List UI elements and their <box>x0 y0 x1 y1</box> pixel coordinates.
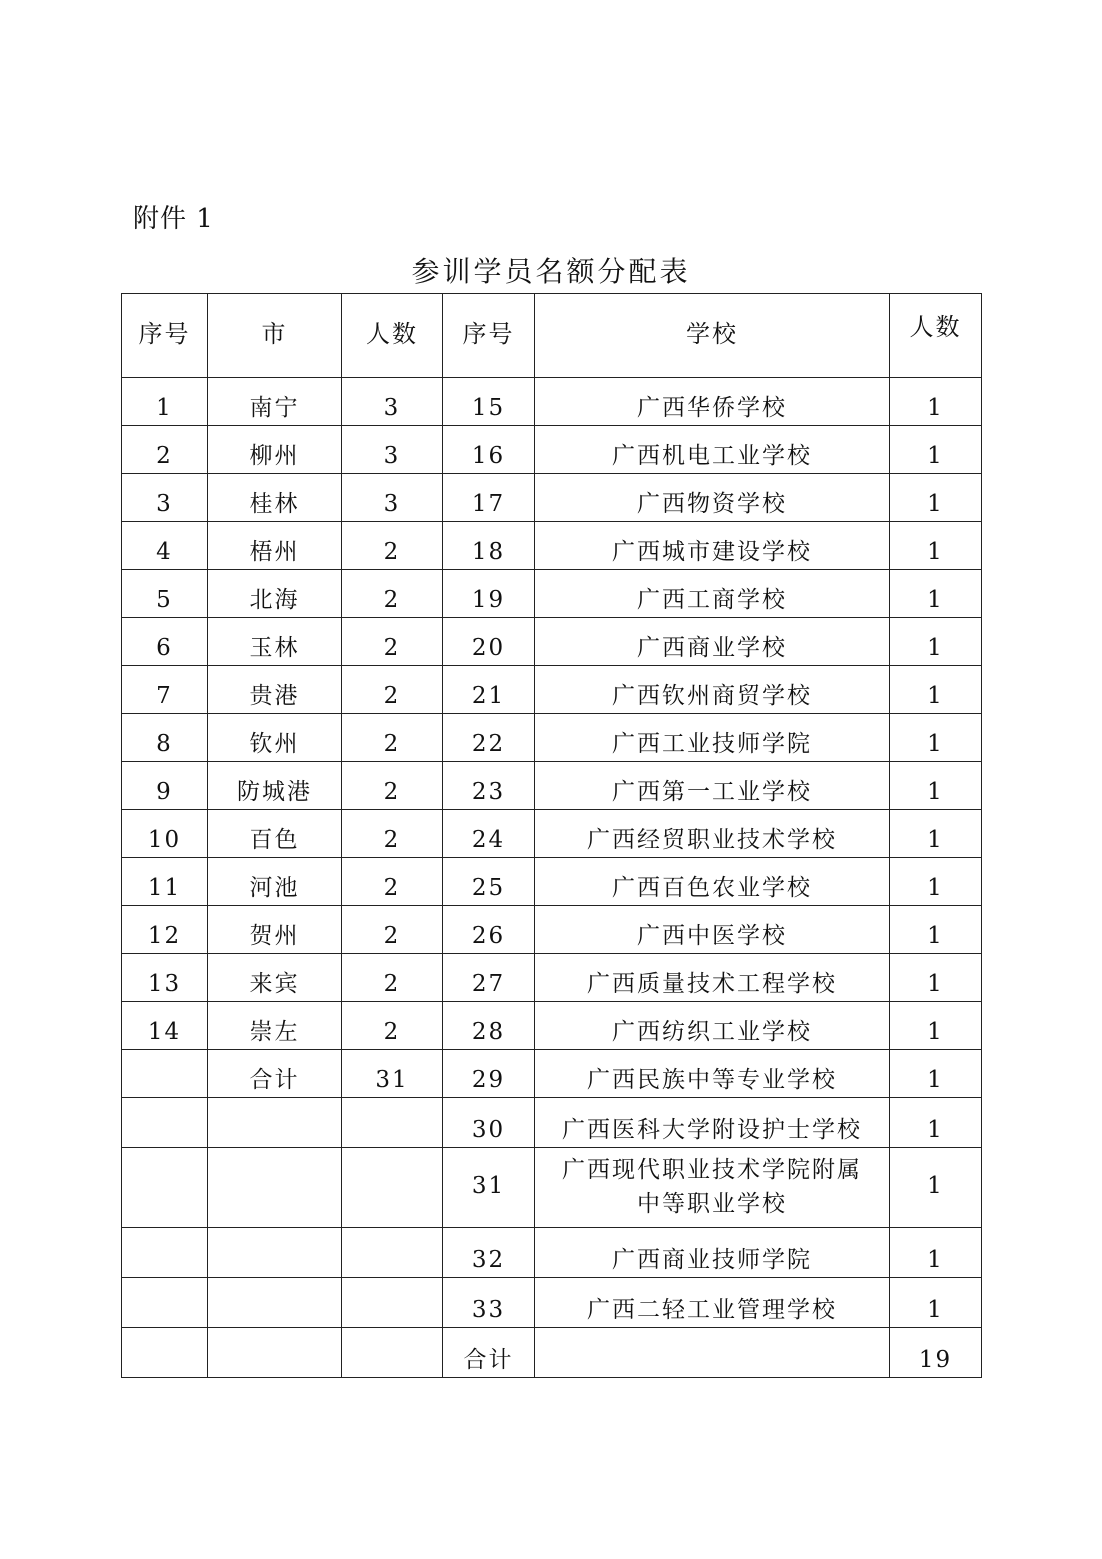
table-row <box>122 1050 982 1098</box>
empty-cell <box>535 1328 890 1378</box>
school-cell: 广西城市建设学校 <box>535 522 890 570</box>
school-seq-cell: 19 <box>443 570 535 618</box>
table-row <box>122 1278 982 1328</box>
city-cell <box>208 1148 342 1228</box>
header-seq-school: 序号 <box>443 294 535 378</box>
table-row <box>122 426 982 474</box>
city-seq-cell <box>122 1228 208 1278</box>
city-seq-cell <box>122 1098 208 1148</box>
table-row <box>122 810 982 858</box>
city-count-cell: 2 <box>342 666 443 714</box>
city-count-cell <box>342 1278 443 1328</box>
school-cell: 广西医科大学附设护士学校 <box>535 1098 890 1148</box>
city-seq-cell: 4 <box>122 522 208 570</box>
table-row <box>122 570 982 618</box>
table-row <box>122 474 982 522</box>
city-cell <box>208 1228 342 1278</box>
total-row <box>122 1328 982 1378</box>
city-cell: 南宁 <box>208 378 342 426</box>
city-count-cell: 3 <box>342 378 443 426</box>
school-name-line1: 广西现代职业技术学院附属 <box>562 1156 862 1183</box>
school-seq-cell: 18 <box>443 522 535 570</box>
school-cell: 广西工商学校 <box>535 570 890 618</box>
school-cell: 广西中医学校 <box>535 906 890 954</box>
city-seq-cell: 13 <box>122 954 208 1002</box>
table-row <box>122 522 982 570</box>
city-seq-cell: 8 <box>122 714 208 762</box>
school-count-cell: 1 <box>890 1278 982 1328</box>
city-count-cell: 2 <box>342 618 443 666</box>
school-cell: 广西钦州商贸学校 <box>535 666 890 714</box>
city-count-cell: 2 <box>342 762 443 810</box>
table-row <box>122 1148 982 1228</box>
school-seq-cell: 26 <box>443 906 535 954</box>
city-seq-cell: 3 <box>122 474 208 522</box>
city-count-cell: 2 <box>342 570 443 618</box>
city-count-cell: 2 <box>342 906 443 954</box>
city-cell: 合计 <box>208 1050 342 1098</box>
school-seq-cell: 24 <box>443 810 535 858</box>
school-count-cell: 1 <box>890 954 982 1002</box>
city-seq-cell: 1 <box>122 378 208 426</box>
city-cell: 钦州 <box>208 714 342 762</box>
school-cell: 广西机电工业学校 <box>535 426 890 474</box>
school-cell: 广西质量技术工程学校 <box>535 954 890 1002</box>
school-count-cell: 1 <box>890 858 982 906</box>
school-seq-cell: 23 <box>443 762 535 810</box>
school-cell: 广西经贸职业技术学校 <box>535 810 890 858</box>
table-row <box>122 378 982 426</box>
school-count-cell: 1 <box>890 378 982 426</box>
city-cell: 贺州 <box>208 906 342 954</box>
school-seq-cell: 22 <box>443 714 535 762</box>
school-count-cell: 1 <box>890 618 982 666</box>
school-count-cell: 1 <box>890 810 982 858</box>
empty-cell <box>208 1328 342 1378</box>
empty-cell <box>122 1328 208 1378</box>
city-seq-cell: 7 <box>122 666 208 714</box>
city-cell: 百色 <box>208 810 342 858</box>
school-name-line2: 中等职业学校 <box>637 1191 787 1217</box>
city-cell: 柳州 <box>208 426 342 474</box>
school-seq-cell: 27 <box>443 954 535 1002</box>
header-count-school: 人数 <box>890 294 982 378</box>
annex-label: 附件 1 <box>133 204 214 234</box>
school-cell <box>535 1148 890 1228</box>
city-seq-cell: 10 <box>122 810 208 858</box>
school-cell: 广西华侨学校 <box>535 378 890 426</box>
city-cell: 来宾 <box>208 954 342 1002</box>
city-count-cell <box>342 1098 443 1148</box>
table-row <box>122 666 982 714</box>
school-cell: 广西民族中等专业学校 <box>535 1050 890 1098</box>
school-count-cell: 1 <box>890 474 982 522</box>
school-count-cell: 1 <box>890 762 982 810</box>
school-seq-cell: 17 <box>443 474 535 522</box>
school-count-cell: 1 <box>890 570 982 618</box>
school-count-cell: 1 <box>890 666 982 714</box>
school-count-cell: 1 <box>890 1002 982 1050</box>
city-cell <box>208 1278 342 1328</box>
city-seq-cell: 12 <box>122 906 208 954</box>
table-row <box>122 906 982 954</box>
city-seq-cell <box>122 1148 208 1228</box>
city-seq-cell: 5 <box>122 570 208 618</box>
city-count-cell: 2 <box>342 1002 443 1050</box>
table-row <box>122 618 982 666</box>
school-seq-cell: 15 <box>443 378 535 426</box>
school-seq-cell: 20 <box>443 618 535 666</box>
city-cell: 贵港 <box>208 666 342 714</box>
header-seq-city: 序号 <box>122 294 208 378</box>
school-count-cell: 1 <box>890 426 982 474</box>
school-count-cell: 1 <box>890 1098 982 1148</box>
city-count-cell: 2 <box>342 810 443 858</box>
allocation-table <box>121 293 982 1378</box>
school-count-cell: 1 <box>890 714 982 762</box>
school-cell: 广西工业技师学院 <box>535 714 890 762</box>
school-seq-cell: 25 <box>443 858 535 906</box>
city-cell: 梧州 <box>208 522 342 570</box>
city-count-cell: 2 <box>342 714 443 762</box>
city-cell: 桂林 <box>208 474 342 522</box>
school-seq-cell: 30 <box>443 1098 535 1148</box>
table-row <box>122 1228 982 1278</box>
table-row <box>122 762 982 810</box>
table-row <box>122 714 982 762</box>
city-cell: 崇左 <box>208 1002 342 1050</box>
school-cell: 广西物资学校 <box>535 474 890 522</box>
city-cell: 玉林 <box>208 618 342 666</box>
table-row <box>122 954 982 1002</box>
school-seq-cell: 29 <box>443 1050 535 1098</box>
city-count-cell: 3 <box>342 426 443 474</box>
city-seq-cell <box>122 1278 208 1328</box>
table-row <box>122 1002 982 1050</box>
header-city: 市 <box>208 294 342 378</box>
city-cell <box>208 1098 342 1148</box>
table-title: 参训学员名额分配表 <box>411 255 691 288</box>
school-seq-cell: 28 <box>443 1002 535 1050</box>
city-cell: 河池 <box>208 858 342 906</box>
city-count-cell: 2 <box>342 954 443 1002</box>
total-label: 合计 <box>443 1328 535 1378</box>
school-seq-cell: 33 <box>443 1278 535 1328</box>
city-count-cell: 31 <box>342 1050 443 1098</box>
school-cell: 广西商业学校 <box>535 618 890 666</box>
city-seq-cell: 2 <box>122 426 208 474</box>
city-cell: 北海 <box>208 570 342 618</box>
school-seq-cell: 31 <box>443 1148 535 1228</box>
school-cell: 广西百色农业学校 <box>535 858 890 906</box>
school-count-cell: 1 <box>890 1050 982 1098</box>
total-value: 19 <box>890 1328 982 1378</box>
school-count-cell: 1 <box>890 522 982 570</box>
city-seq-cell: 11 <box>122 858 208 906</box>
city-count-cell: 2 <box>342 522 443 570</box>
school-count-cell: 1 <box>890 1228 982 1278</box>
city-seq-cell: 6 <box>122 618 208 666</box>
header-count-city: 人数 <box>342 294 443 378</box>
table-row <box>122 858 982 906</box>
header-row <box>122 294 982 378</box>
school-seq-cell: 16 <box>443 426 535 474</box>
city-seq-cell: 9 <box>122 762 208 810</box>
header-school: 学校 <box>535 294 890 378</box>
city-count-cell <box>342 1148 443 1228</box>
school-seq-cell: 21 <box>443 666 535 714</box>
school-count-cell: 1 <box>890 1148 982 1228</box>
school-cell: 广西商业技师学院 <box>535 1228 890 1278</box>
city-count-cell <box>342 1228 443 1278</box>
empty-cell <box>342 1328 443 1378</box>
city-cell: 防城港 <box>208 762 342 810</box>
table-row <box>122 1098 982 1148</box>
school-cell: 广西第一工业学校 <box>535 762 890 810</box>
city-seq-cell <box>122 1050 208 1098</box>
city-seq-cell: 14 <box>122 1002 208 1050</box>
city-count-cell: 2 <box>342 858 443 906</box>
school-cell: 广西二轻工业管理学校 <box>535 1278 890 1328</box>
school-seq-cell: 32 <box>443 1228 535 1278</box>
city-count-cell: 3 <box>342 474 443 522</box>
school-count-cell: 1 <box>890 906 982 954</box>
school-cell: 广西纺织工业学校 <box>535 1002 890 1050</box>
